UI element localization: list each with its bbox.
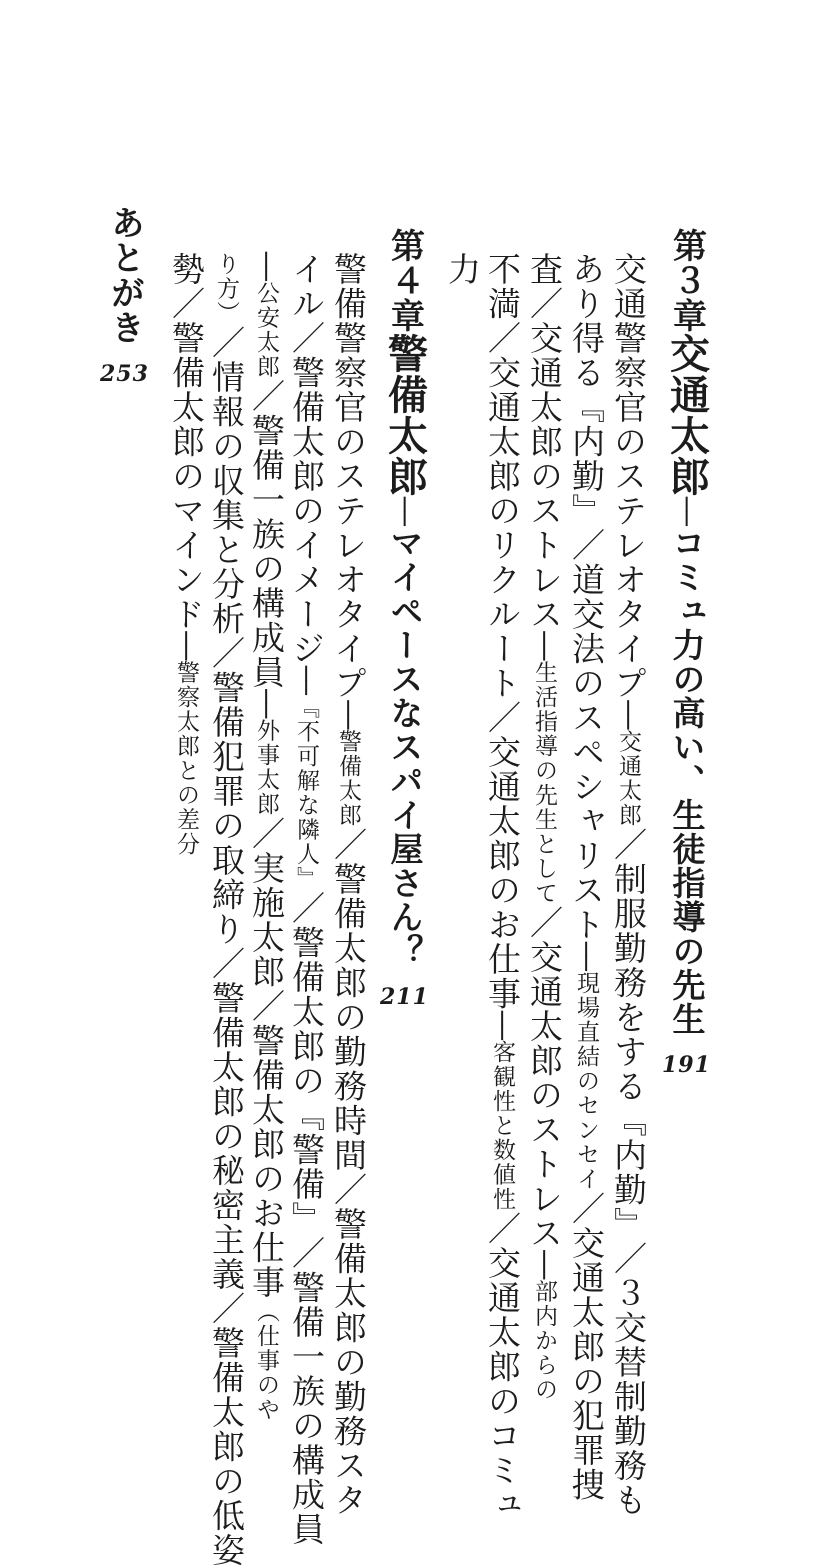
- chapter4-heading: [380, 228, 429, 1008]
- chapter3-line-3: 査／交通太郎のストレス──生活指導の先生として／交通太郎のストレス──部内からの: [525, 252, 564, 1402]
- chapter4-page-number: 211: [380, 983, 429, 1010]
- chapter4-line-4: り方）／情報の収集と分析／警備犯罪の取締り／警備太郎の秘密主義／警備太郎の低姿: [207, 252, 246, 1568]
- chapter3-page-number: 191: [662, 1051, 711, 1078]
- chapter4-line-3: ──公安太郎／警備一族の構成員──外事太郎／実施太郎／警備太郎のお仕事（仕事のや: [247, 252, 286, 1422]
- chapter4-line-5: 勢／警備太郎のマインド──警察太郎との差分: [167, 252, 206, 857]
- afterword-heading: [100, 205, 149, 385]
- chapter3-line-4: 不満／交通太郎のリクルート／交通太郎のお仕事──客観性と数値性／交通太郎のコミュ: [483, 252, 522, 1522]
- chapter4-line-2: イル／警備太郎のイメージ──『不可解な隣人』／警備太郎の『警備』／警備一族の構成員: [287, 252, 326, 1547]
- chapter3-line-5: 力: [443, 252, 482, 287]
- chapter4-line-1: 警備警察官のステレオタイプ──警備太郎／警備太郎の勤務時間／警備太郎の勤務スタ: [329, 252, 368, 1518]
- chapter3-heading: [662, 228, 711, 1076]
- chapter3-line-2: あり得る『内勤』／道交法のスペシャリスト──現場直結のセンセイ／交通太郎の犯罪捜: [567, 252, 606, 1502]
- chapter3-line-1: 交通警察官のステレオタイプ──交通太郎／制服勤務をする『内勤』／３交替制勤務も: [609, 252, 648, 1518]
- chapter4-subtitle: マイペースなスパイ屋さん？: [385, 525, 425, 968]
- chapter3-subtitle: コミュ力の高い、生徒指導の先生: [667, 525, 707, 1036]
- chapter3-title: 交通太郎: [663, 333, 711, 497]
- chapter3-dash: ──: [672, 497, 702, 526]
- chapter4-label: 第４章: [384, 228, 425, 333]
- chapter4-title: 警備太郎: [381, 333, 429, 497]
- afterword-page-number: 253: [100, 361, 149, 387]
- chapter4-dash: ──: [390, 497, 420, 526]
- chapter3-label: 第３章: [666, 228, 707, 333]
- afterword-title: あとがき: [104, 205, 145, 345]
